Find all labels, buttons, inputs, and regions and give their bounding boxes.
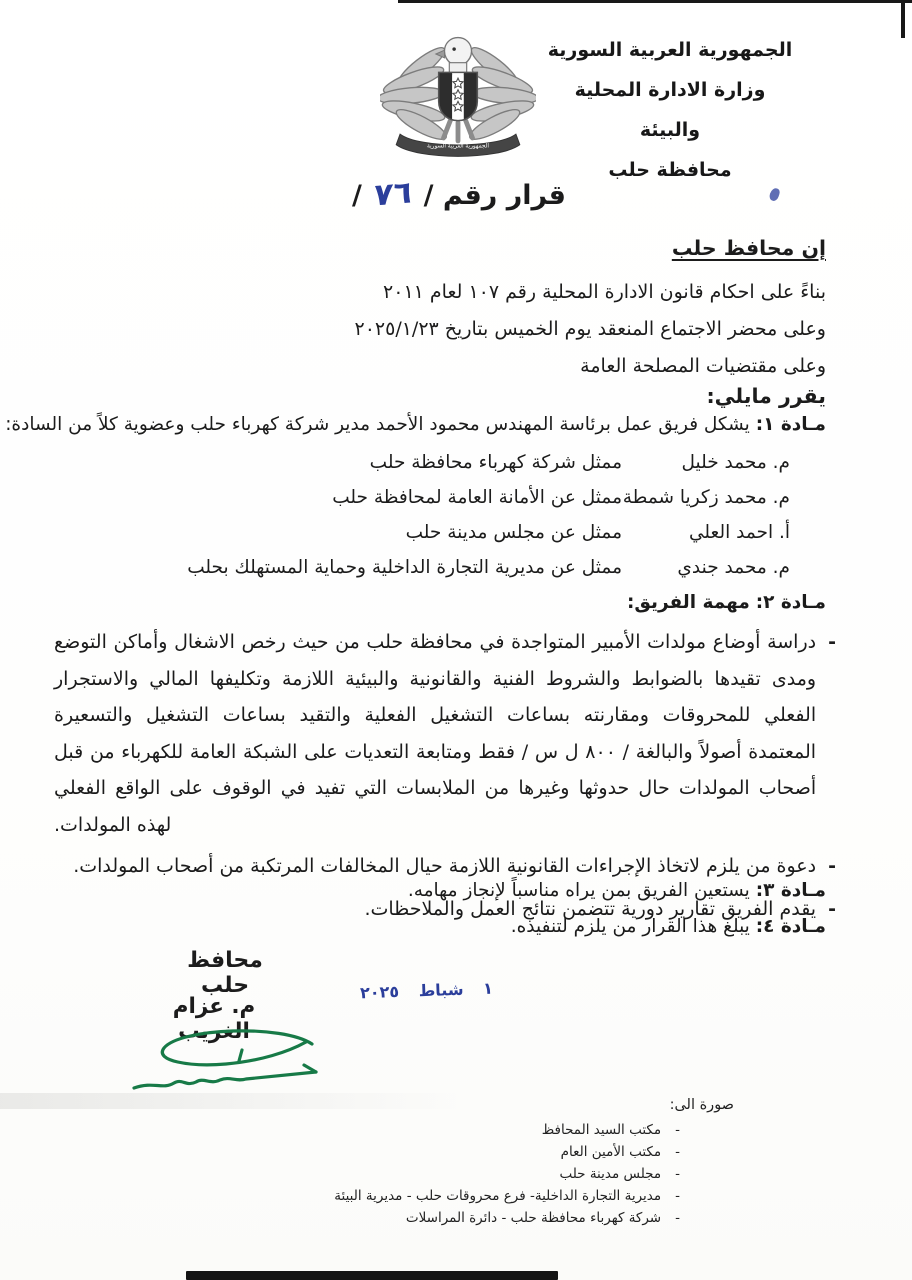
member-row <box>0 487 912 521</box>
article-3 <box>408 880 826 901</box>
decree-prefix: قرار رقم / <box>423 180 566 211</box>
clause-meeting: وعلى محضر الاجتماع المنعقد يوم الخميس بتاريخ ٢٠٢٥/١/٢٣ <box>354 318 826 340</box>
dash-bullet: - <box>675 1166 680 1182</box>
decision-intro: يقرر مايلي: <box>706 384 826 408</box>
handwritten-date: ١ شباط ٢٠٢٥ <box>359 978 494 1003</box>
article-1-text: يشكل فريق عمل برئاسة المهندس محمود الأحمد مدير شركة كهرباء حلب وعضوية كلاً من السادة: <box>5 414 750 435</box>
article-2-label: مـادة ٢: <box>755 592 826 613</box>
member-row <box>0 452 912 486</box>
article-1-label: مـادة ١: <box>755 414 826 435</box>
dash-bullet: - <box>828 855 836 877</box>
article-2-text: مهمة الفريق: <box>626 592 750 613</box>
cc-block <box>174 1094 734 1229</box>
letterhead-ministry: وزارة الادارة المحلية والبيئة <box>574 79 766 141</box>
decree-number-handwritten: ٧٦ <box>372 174 414 214</box>
article-3-text: يستعين الفريق بمن يراه مناسباً لإنجاز مهامه. <box>407 880 750 901</box>
decree-number-line <box>296 176 566 212</box>
scan-edge-top <box>398 0 912 3</box>
article-1 <box>5 414 826 435</box>
member-role: ممثل عن الأمانة العامة لمحافظة حلب <box>332 487 622 508</box>
decree-suffix: / <box>351 180 362 211</box>
member-role: ممثل عن مديرية التجارة الداخلية وحماية المستهلك بحلب <box>187 557 622 578</box>
signature-title: محافظ حلب <box>187 948 263 998</box>
scan-edge-right <box>901 0 905 38</box>
clause-public-interest: وعلى مقتضيات المصلحة العامة <box>580 355 826 377</box>
member-role: ممثل شركة كهرباء محافظة حلب <box>369 452 622 473</box>
cc-label: صورة الى: <box>669 1097 734 1113</box>
task-item <box>54 624 836 843</box>
cc-item: - مكتب السيد المحافظ <box>174 1119 680 1141</box>
article-4-label: مـادة ٤: <box>755 916 826 937</box>
legal-basis-clauses <box>355 274 827 385</box>
letterhead <box>544 30 796 190</box>
cc-item: - شركة كهرباء محافظة حلب - دائرة المراسلات <box>174 1207 680 1229</box>
member-name: م. محمد خليل <box>681 452 790 473</box>
signature-scribble-icon <box>126 1020 324 1100</box>
dash-bullet: - <box>675 1188 680 1204</box>
member-name: م. محمد جندي <box>677 557 790 578</box>
member-role: ممثل عن مجلس مدينة حلب <box>405 522 622 543</box>
article-2 <box>627 592 826 613</box>
emblem-banner-text: الجمهورية العربية السورية <box>426 143 490 150</box>
cc-item: - مجلس مدينة حلب <box>174 1163 680 1185</box>
letterhead-country: الجمهورية العربية السورية <box>547 39 793 61</box>
task-text: يقدم الفريق تقارير دورية تتضمن نتائج العمل والملاحظات. <box>364 897 817 920</box>
task-text: دراسة أوضاع مولدات الأمبير المتواجدة في محافظة حلب من حيث رخص الاشغال وأماكن التوضع ومدى تقيدها بالضوابط والشروط الفنية والقانونية والبيئية اللازمة وتكليفها المالي والاستجرار الفعلي للمحروقات ومقارنته بساعات التشغيل الفعلية والتقيد بساعات التشغيل والتسعيرة المعتمدة أصولاً والبالغة / ٨٠٠ ل س / فقط ومتابعة التعديات على الشبكة العامة للكهرباء من قبل أصحاب المولدات حال حدوثها وغيرها من الملابسات التي تفيد في الوقوف على الواقع الفعلي لهذه المولدات. <box>54 631 817 836</box>
dash-bullet: - <box>828 631 836 653</box>
member-name: م. محمد زكريا شمطة <box>622 487 790 508</box>
syria-eagle-emblem-icon <box>380 26 536 166</box>
article-4-text: يبلغ هذا القرار من يلزم لتنفيذه. <box>510 916 750 937</box>
dash-bullet: - <box>675 1144 680 1160</box>
cc-item: - مكتب الأمين العام <box>174 1141 680 1163</box>
dash-bullet: - <box>675 1122 680 1138</box>
cc-item: - مديرية التجارة الداخلية- فرع محروقات حلب - مديرية البيئة <box>174 1185 680 1207</box>
article-3-label: مـادة ٣: <box>755 880 826 901</box>
member-row <box>0 557 912 591</box>
clause-law: بناءً على احكام قانون الادارة المحلية رقم ١٠٧ لعام ٢٠١١ <box>383 281 826 303</box>
letterhead-governorate: محافظة حلب <box>608 159 732 181</box>
addressee-line: إن محافظ حلب <box>671 236 826 260</box>
article-4 <box>511 916 826 937</box>
task-text: دعوة من يلزم لاتخاذ الإجراءات القانونية اللازمة حيال المخالفات المرتكبة من أصحاب المولدات. <box>73 855 817 877</box>
signatory-name: م. عزام الغريب <box>172 994 256 1044</box>
scan-bar-bottom <box>186 1271 558 1280</box>
member-row <box>0 522 912 556</box>
dash-bullet: - <box>828 897 836 920</box>
dash-bullet: - <box>675 1210 680 1226</box>
member-name: أ. احمد العلي <box>688 522 790 543</box>
